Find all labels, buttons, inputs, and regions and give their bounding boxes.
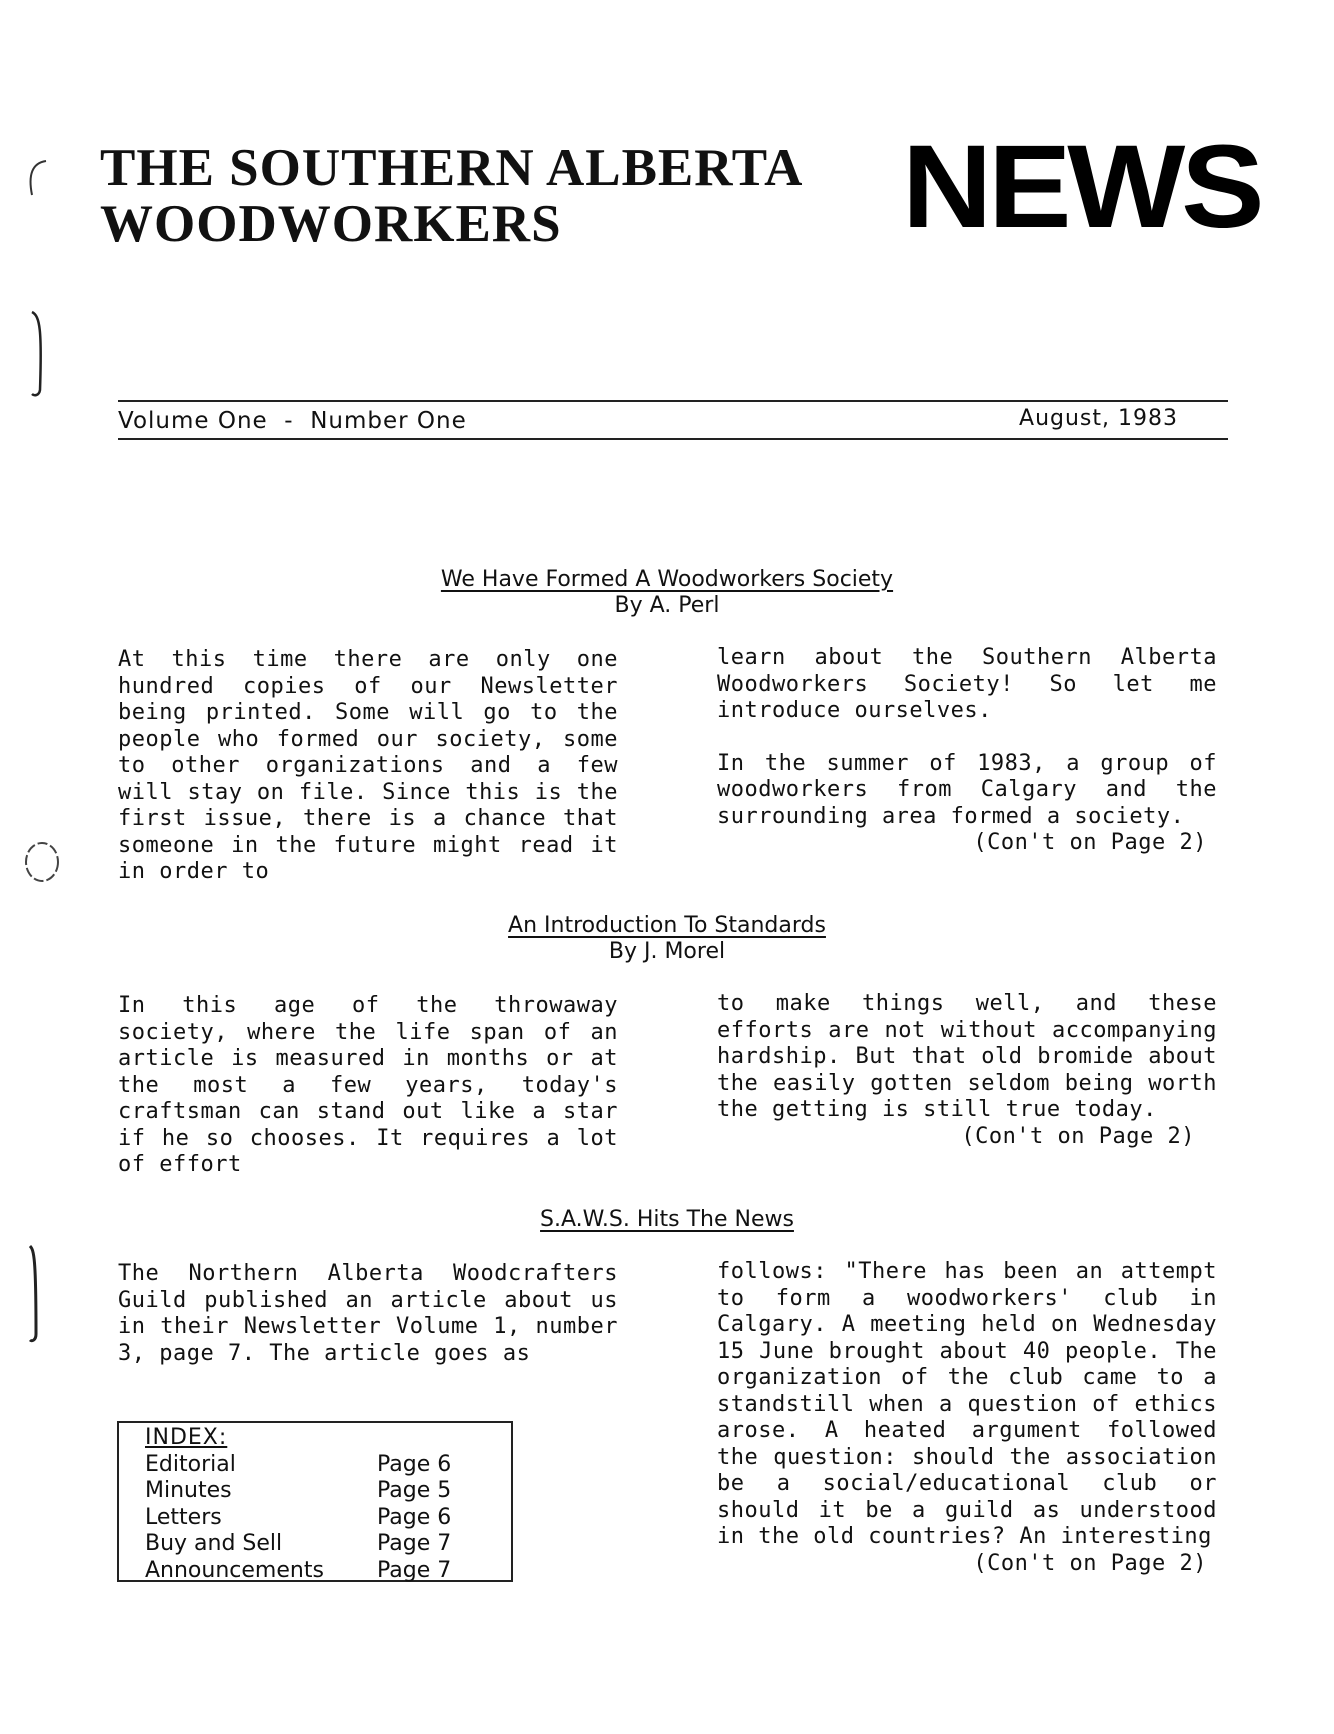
- masthead-title-line1: THE SOUTHERN ALBERTA: [100, 139, 804, 197]
- index-item-name: Editorial: [145, 1451, 236, 1477]
- index-box: [117, 1421, 513, 1582]
- issue-date: August, 1983: [1019, 406, 1178, 431]
- article-3-left-column: [118, 1261, 618, 1367]
- article-3-right-text: follows: "There has been an attempt to form a woodworkers' club in Calgary. A meeting held on Wednesday 15 June brought about 40 people. The organization of the club came to a standstill when a question of ethics arose. A heated argument followed the question: should the association be a social/educational club or should it be a guild as understood in the old countries? An interesting: [717, 1259, 1217, 1549]
- article-2-byline: By J. Morel: [608, 939, 726, 964]
- article-2-header: [0, 913, 1334, 965]
- article-1-header: [0, 567, 1334, 619]
- masthead-news-logo: NEWS: [902, 121, 1261, 253]
- binder-bracket-mark-icon: [28, 310, 48, 400]
- index-item-name: Announcements: [145, 1557, 324, 1583]
- article-2-right-text: to make things well, and these efforts are not without accompanying hardship. But that old bromide about the easily gotten seldom being worth the getting is still true today.: [717, 991, 1217, 1122]
- article-1-right-text-1: learn about the Southern Alberta Woodworkers Society! So let me introduce ourselves.: [717, 645, 1217, 723]
- issue-volume: Volume One - Number One: [118, 408, 467, 434]
- article-1-right-text-2: In the summer of 1983, a group of woodworkers from Calgary and the surrounding area formed a society.: [717, 750, 1217, 829]
- article-1-headline: We Have Formed A Woodworkers Society: [440, 567, 894, 592]
- article-2-left-text: In this age of the throwaway society, where the life span of an article is measured in months or at the most a few years, today's craftsman can stand out like a star if he so chooses. It requires a lot of effort: [118, 993, 618, 1177]
- index-item-name: Buy and Sell: [145, 1531, 283, 1556]
- issue-info-bar: [118, 400, 1228, 440]
- masthead-title: [100, 140, 900, 252]
- article-2-continued: (Con't on Page 2): [961, 1123, 1195, 1149]
- article-3-header: [0, 1207, 1334, 1233]
- article-1-continued: (Con't on Page 2): [973, 830, 1207, 855]
- article-3-right-column: [717, 1259, 1217, 1577]
- index-item-name: Letters: [145, 1504, 222, 1530]
- article-3-continued: (Con't on Page 2): [973, 1550, 1207, 1576]
- binder-bracket-mark-bottom-icon: [26, 1244, 42, 1344]
- index-item-name: Minutes: [145, 1478, 232, 1503]
- index-row: [145, 1505, 511, 1532]
- index-item-page: Page 7: [377, 1557, 452, 1583]
- binder-hole-mark-top-icon: [20, 155, 50, 205]
- binder-hole-circle-icon: [22, 838, 62, 886]
- article-3-headline: S.A.W.S. Hits The News: [540, 1207, 794, 1232]
- article-2-left-column: [118, 993, 618, 1179]
- index-item-page: Page 5: [377, 1478, 452, 1503]
- index-row: [145, 1452, 511, 1479]
- index-row: [145, 1478, 511, 1505]
- index-row: [145, 1531, 511, 1558]
- index-title: INDEX:: [145, 1425, 228, 1450]
- article-3-left-text: The Northern Alberta Woodcrafters Guild published an article about us in their Newsletter Volume 1, number 3, page 7. The article goes as: [118, 1261, 618, 1366]
- index-row: [145, 1558, 511, 1585]
- article-1-byline: By A. Perl: [614, 593, 720, 618]
- article-1-left-text: At this time there are only one hundred copies of our Newsletter being printed. Some will go to the people who formed our society, some to other organizations and a few will stay on file. Since this is the first issue, there is a chance that someone in the future might read it in order to: [118, 647, 618, 884]
- article-1-left-column: [118, 647, 618, 886]
- index-item-page: Page 6: [377, 1451, 452, 1477]
- article-2-headline: An Introduction To Standards: [508, 913, 826, 938]
- article-2-right-column: [717, 991, 1217, 1150]
- article-1-right-column: [717, 645, 1217, 857]
- index-item-page: Page 7: [377, 1531, 452, 1556]
- masthead-title-line2: WOODWORKERS: [100, 195, 562, 253]
- index-item-page: Page 6: [377, 1504, 452, 1530]
